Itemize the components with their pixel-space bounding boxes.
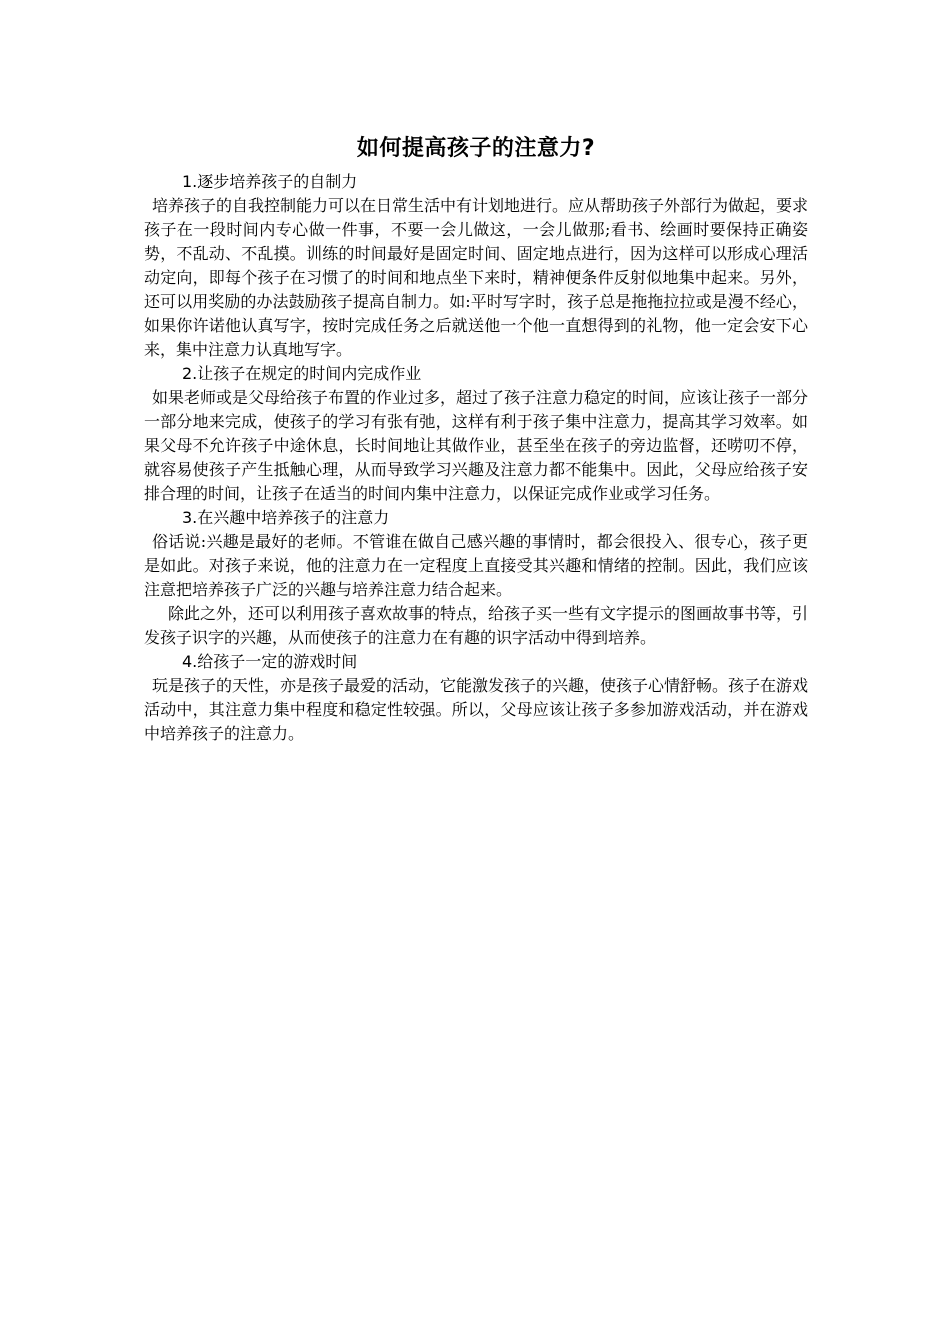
section-heading: 1.逐步培养孩子的自制力 <box>182 172 358 191</box>
section-heading: 2.让孩子在规定的时间内完成作业 <box>182 364 422 383</box>
paragraph: 俗话说:兴趣是最好的老师。不管谁在做自己感兴趣的事情时，都会很投入、很专心，孩子更是如此。对孩子来说，他的注意力在一定程度上直接受其兴趣和情绪的控制。因此，我们应该注意把培养孩子广泛的兴趣与培养注意力结合起来。 <box>144 532 808 599</box>
paragraph: 培养孩子的自我控制能力可以在日常生活中有计划地进行。应从帮助孩子外部行为做起，要求孩子在一段时间内专心做一件事，不要一会儿做这，一会儿做那;看书、绘画时要保持正确姿势，不乱动、不乱摸。训练的时间最好是固定时间、固定地点进行，因为这样可以形成心理活动定向，即每个孩子在习惯了的时间和地点坐下来时，精神便条件反射似地集中起来。另外，还可以用奖励的办法鼓励孩子提高自制力。如:平时写字时，孩子总是拖拖拉拉或是漫不经心，如果你许诺他认真写字，按时完成任务之后就送他一个他一直想得到的礼物，他一定会安下心来，集中注意力认真地写字。 <box>144 196 809 359</box>
section-3 <box>144 506 808 650</box>
section-4 <box>144 650 808 746</box>
paragraph: 除此之外，还可以利用孩子喜欢故事的特点，给孩子买一些有文字提示的图画故事书等，引发孩子识字的兴趣，从而使孩子的注意力在有趣的识字活动中得到培养。 <box>144 604 809 647</box>
section-heading: 4.给孩子一定的游戏时间 <box>182 652 358 671</box>
section-2 <box>144 362 808 506</box>
document-body <box>144 132 808 746</box>
paragraph: 玩是孩子的天性，亦是孩子最爱的活动，它能激发孩子的兴趣，使孩子心情舒畅。孩子在游戏活动中，其注意力集中程度和稳定性较强。所以，父母应该让孩子多参加游戏活动，并在游戏中培养孩子的注意力。 <box>144 676 809 743</box>
paragraph: 如果老师或是父母给孩子布置的作业过多，超过了孩子注意力稳定的时间，应该让孩子一部分一部分地来完成，使孩子的学习有张有弛，这样有利于孩子集中注意力，提高其学习效率。如果父母不允许孩子中途休息，长时间地让其做作业，甚至坐在孩子的旁边监督，还唠叨不停，就容易使孩子产生抵触心理，从而导致学习兴趣及注意力都不能集中。因此，父母应给孩子安排合理的时间，让孩子在适当的时间内集中注意力，以保证完成作业或学习任务。 <box>144 388 809 503</box>
page-title: 如何提高孩子的注意力? <box>356 136 596 161</box>
section-heading: 3.在兴趣中培养孩子的注意力 <box>182 508 390 527</box>
section-1 <box>144 170 808 362</box>
